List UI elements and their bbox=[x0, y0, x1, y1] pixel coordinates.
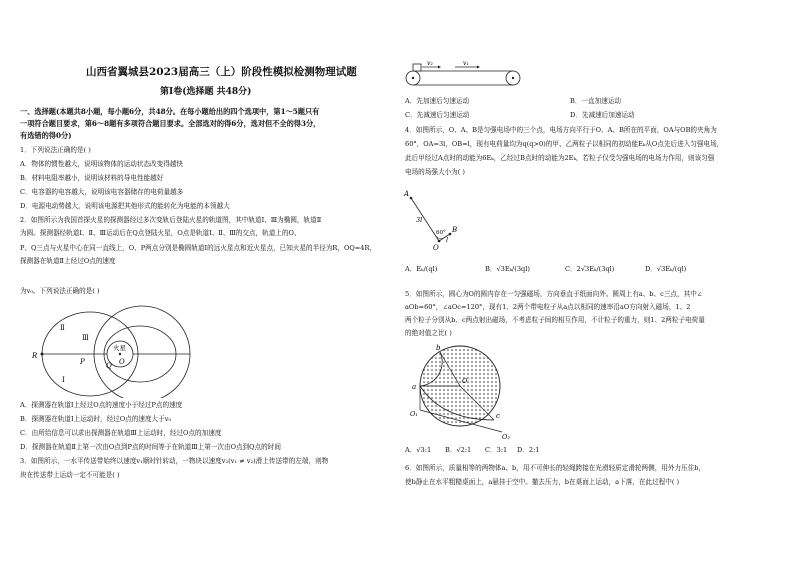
label-o4: O bbox=[433, 244, 439, 252]
q5-line3: 两个粒子分别从b、c两点射出磁场，不考虑粒子间的相互作用，不计粒子的重力，则1、2两粒子电荷量 bbox=[405, 316, 705, 324]
magnetic-figure bbox=[402, 340, 522, 440]
label-v2: v₂ bbox=[427, 60, 433, 67]
label-o1: O₁ bbox=[410, 410, 418, 418]
label-o5: O bbox=[462, 377, 468, 385]
q3-option-a: A．先加速后匀速运动 bbox=[405, 97, 470, 105]
label-r: R bbox=[32, 352, 38, 360]
q3-option-c: C．先减速后匀速运动 bbox=[405, 111, 470, 119]
q2-line4: 为v₀。下列说法正确的是( ) bbox=[20, 287, 100, 295]
label-60: 60° bbox=[436, 230, 446, 236]
q6-line1: 6．如图所示，质量相等的两物体a、b，用不可伸长的轻绳跨接在光滑轻质定滑轮两侧，用外力压住b， bbox=[405, 464, 706, 472]
block bbox=[413, 64, 421, 71]
label-v1: v₁ bbox=[463, 60, 469, 67]
page-subtitle: 第Ⅰ卷(选择题 共48分) bbox=[160, 87, 252, 97]
q1-option-b: B．材料电阻率越小，说明该材料的导电性能越好 bbox=[20, 174, 164, 182]
q6-line2: 使b静止在水平粗糙桌面上，a悬挂于空中。撤去压力，b在桌面上运动，a下落，在此过程中( ) bbox=[405, 478, 680, 486]
conveyor-figure bbox=[405, 58, 525, 88]
q2-option-c: C．由所给信息可以求出探测器在轨道Ⅲ上运动时，经过O点的加速度 bbox=[20, 429, 222, 437]
label-3l: 3l bbox=[416, 216, 423, 224]
q2-line3: P、Q三点与火星中心在同一直线上，O、P两点分别是椭圆轨道Ⅰ的远火星点和近火星点，已知火星的半径为R，OQ=4R，探测器在轨道Ⅱ上经过O点的速度 bbox=[20, 244, 377, 265]
label-c5: c bbox=[496, 412, 500, 420]
q4-option-b: B．√3Eₖ/(3ql) bbox=[485, 265, 530, 273]
q5-option-d: D．2:1 bbox=[517, 446, 540, 454]
q1-option-a: A．物体的惯性越大，说明该物体的运动状态改变得越快 bbox=[20, 160, 184, 168]
q3-option-b: B．一直加速运动 bbox=[570, 97, 622, 105]
label-p: P bbox=[80, 358, 85, 366]
q3-line1: 3．如图所示，一水平传送带始终以速度v₁顺时针转动，一物块以速度v₂(v₁ ≠ v₂)滑上传送带的左端，则物 bbox=[20, 457, 329, 465]
q2-option-b: B．探测器在轨道Ⅰ上运动时，经过O点的速度大于v₀ bbox=[20, 415, 172, 423]
label-orbit-3: Ⅲ bbox=[82, 334, 89, 342]
page-title: 山西省翼城县2023届高三（上）阶段性模拟检测物理试题 bbox=[86, 66, 357, 78]
q1-option-d: D．电源电动势越大，说明该电源把其他形式的能转化为电能的本领越大 bbox=[20, 202, 230, 210]
q4-line1: 4．如图所示，O、A、B是匀强电场中的三个点，电场方向平行于O、A、B所在的平面，OA与OB的夹角为 bbox=[405, 126, 717, 134]
q4-option-d: D．√3Eₖ/(ql) bbox=[645, 265, 687, 273]
label-l: l bbox=[446, 236, 449, 244]
label-b5: b bbox=[436, 344, 441, 352]
q1-option-c: C．电容器的电容越大，说明该电容器储存的电荷量越多 bbox=[20, 188, 184, 196]
q5-line1: 5．如图所示，圆心为O的圆内存在一匀强磁场，方向垂直于纸面向外。圆周上有a、b、c三点，其中∠ bbox=[405, 290, 703, 298]
q4-line3: 此后甲经过A点时的动能为6Eₖ，乙经过B点时的动能为2Eₖ，若粒子仅受匀强电场的电场力作用，则该匀强 bbox=[405, 154, 715, 162]
label-a4: A bbox=[404, 190, 410, 198]
right-column bbox=[397, 0, 794, 562]
label-b4: B bbox=[452, 226, 458, 234]
label-a5: a bbox=[412, 383, 417, 391]
mars-orbit-figure bbox=[20, 298, 200, 398]
label-orbit-2: Ⅱ bbox=[60, 324, 65, 332]
q5-line2: aOb=60°，∠aOc=120°，现有1、2两个带电粒子从a点以相同的速率沿aO方向射入磁场，1、2 bbox=[405, 303, 691, 311]
q4-option-c: C．2√3Eₖ/(3ql) bbox=[565, 265, 615, 273]
q4-line4: 电场的场强大小为( ) bbox=[405, 168, 465, 176]
field-figure bbox=[402, 186, 472, 256]
q2-line2: 为圆。探测器经轨道Ⅰ、Ⅱ、Ⅲ运动后在Q点登陆火星，O点是轨道Ⅰ、Ⅱ、Ⅲ的交点，轨道上的O、 bbox=[20, 229, 301, 237]
q2-line1: 2．如图所示为我国首探火星的探测器经过多次变轨后登陆火星的轨道图，其中轨道Ⅰ、Ⅲ为椭圆，轨道Ⅱ bbox=[20, 216, 322, 224]
q5-option-c: C．3:1 bbox=[485, 446, 508, 454]
q5-option-b: B．√2:1 bbox=[445, 446, 472, 454]
section1-line1: 一、选择题(本题共8小题，每小题6分，共48分。在每小题给出的四个选项中，第1～5题只有 bbox=[20, 107, 320, 116]
label-orbit-1: Ⅰ bbox=[62, 376, 65, 384]
q1-stem: 1．下列说法正确的是( ) bbox=[20, 146, 91, 154]
q3-line2: 块在传送带上运动一定不可能是( ) bbox=[20, 471, 120, 479]
label-o2: O₂ bbox=[502, 433, 510, 440]
q2-option-a: A．探测器在轨道Ⅰ上经过O点的速度小于经过P点的速度 bbox=[20, 401, 183, 409]
q5-option-a: A．√3:1 bbox=[405, 446, 432, 454]
q3-option-d: D．先减速后加速运动 bbox=[570, 111, 635, 119]
label-q: Q bbox=[106, 362, 112, 370]
q4-line2: 60°，OA=3l，OB=l，现有电荷量均为q(q>0)的甲、乙两粒子以相同的初动能Eₖ从O点先后进入匀强电场， bbox=[405, 140, 724, 148]
label-o: O bbox=[119, 358, 125, 366]
q5-line4: 的绝对值之比( ) bbox=[405, 329, 452, 337]
section1-line2: 一项符合题目要求，第6～8题有多项符合题目要求。全部选对的得6分，选对但不全的得3分， bbox=[20, 119, 321, 128]
q4-option-a: A．Eₖ/(ql) bbox=[405, 265, 438, 273]
mars-label: 火星 bbox=[113, 344, 126, 352]
section1-line3: 有选错的得0分) bbox=[20, 131, 72, 140]
q2-option-d: D．探测器在轨道Ⅱ上第一次由O点到P点的时间等于在轨道Ⅲ上第一次由O点到Q点的时间 bbox=[20, 443, 281, 451]
